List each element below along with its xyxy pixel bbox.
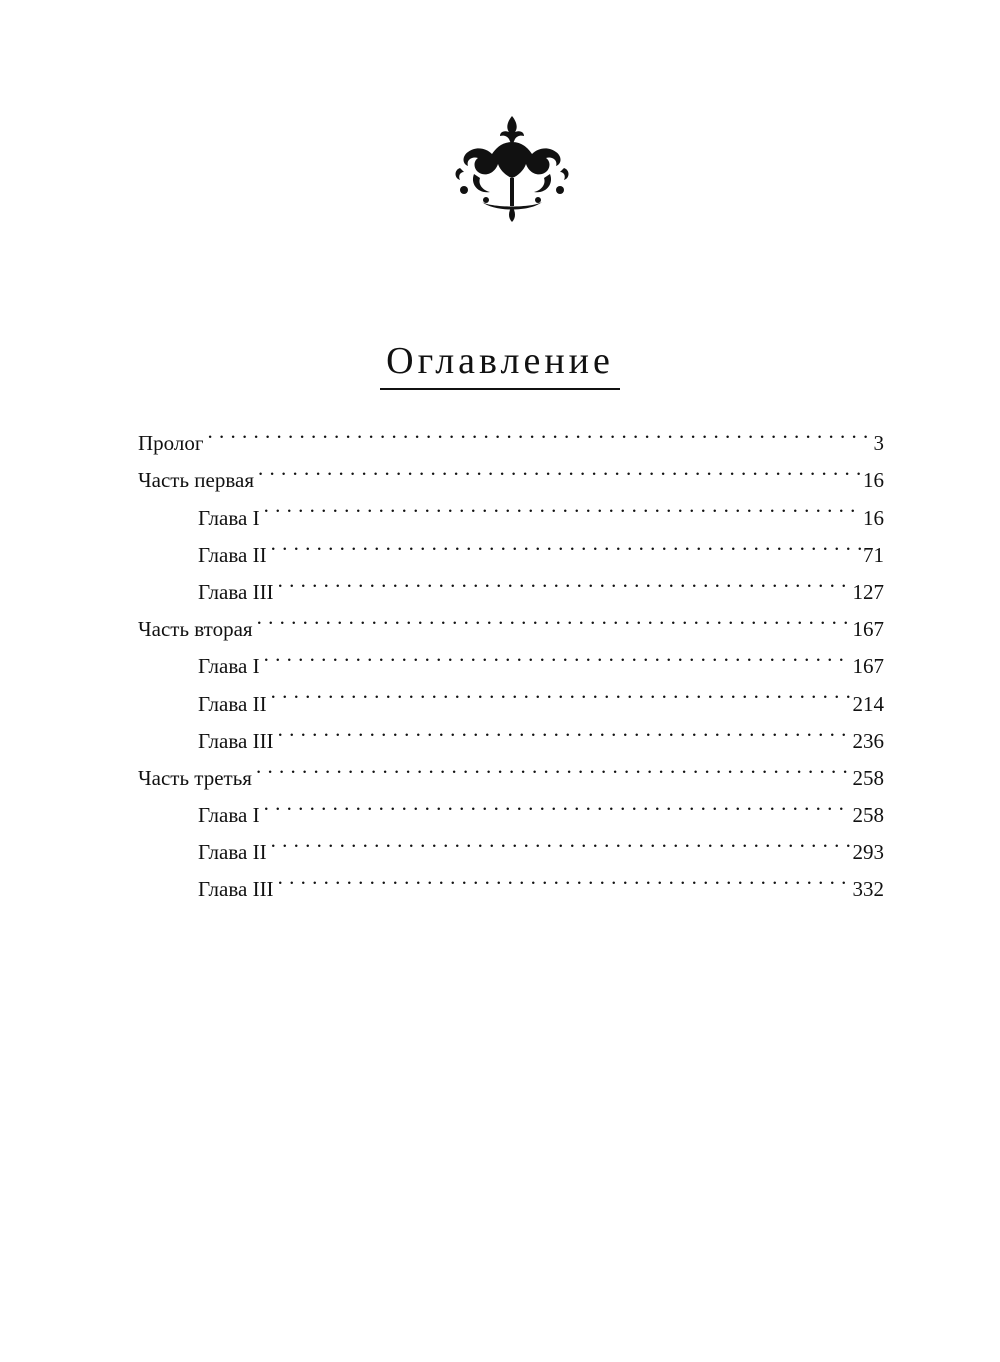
table-of-contents [138, 413, 884, 902]
toc-dot-leader [278, 562, 851, 599]
toc-entry[interactable] [138, 450, 884, 493]
toc-entry-label: Глава I [198, 505, 260, 530]
toc-entry-page-number: 258 [852, 765, 884, 790]
toc-entry-label: Глава III [198, 579, 274, 604]
toc-entry-label: Пролог [138, 431, 204, 456]
toc-entry-label: Глава I [198, 654, 260, 679]
toc-entry-label: Глава I [198, 803, 260, 828]
toc-entry-label: Часть первая [138, 468, 254, 493]
toc-dot-leader [264, 487, 861, 524]
toc-entry-label: Глава III [198, 877, 274, 902]
toc-dot-leader [256, 748, 851, 785]
toc-dot-leader [264, 785, 851, 822]
toc-entry-label: Глава II [198, 542, 267, 567]
toc-entry[interactable] [138, 413, 884, 456]
toc-entry-page-number: 167 [852, 617, 884, 642]
toc-entry-page-number: 214 [852, 691, 884, 716]
toc-entry-label: Глава II [198, 840, 267, 865]
toc-dot-leader [207, 413, 871, 450]
toc-dot-leader [278, 711, 851, 748]
toc-entry-page-number: 236 [852, 728, 884, 753]
toc-dot-leader [264, 636, 851, 673]
toc-dot-leader [271, 822, 851, 859]
toc-entry-page-number: 167 [852, 654, 884, 679]
toc-dot-leader [271, 673, 851, 710]
toc-entry-label: Глава III [198, 728, 274, 753]
toc-dot-leader [278, 859, 851, 896]
toc-dot-leader [258, 450, 861, 487]
floral-vignette-icon [452, 112, 572, 224]
toc-entry-page-number: 127 [852, 579, 884, 604]
toc-entry-label: Часть третья [138, 765, 252, 790]
toc-entry-page-number: 16 [863, 468, 884, 493]
toc-entry-page-number: 3 [873, 431, 884, 456]
toc-entry-label: Глава II [198, 691, 267, 716]
toc-entry-page-number: 16 [863, 505, 884, 530]
toc-dot-leader [271, 525, 861, 562]
toc-entry-label: Часть вторая [138, 617, 253, 642]
toc-entry-page-number: 293 [852, 840, 884, 865]
page-title: Оглавление [380, 338, 620, 390]
toc-dot-leader [257, 599, 851, 636]
toc-entry-page-number: 258 [852, 803, 884, 828]
toc-entry-page-number: 332 [852, 877, 884, 902]
toc-entry-page-number: 71 [863, 542, 884, 567]
title-wrap [0, 338, 1000, 390]
